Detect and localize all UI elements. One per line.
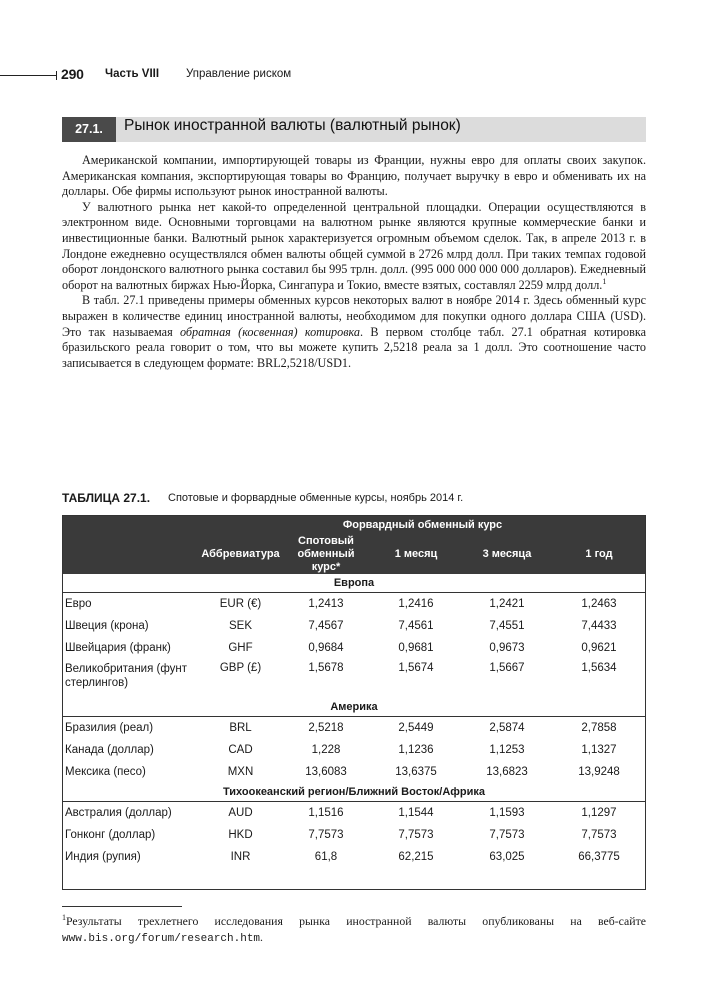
currency-name-cell: Мексика (песо) <box>65 766 146 778</box>
forward-1-year-cell: 1,1297 <box>581 807 617 819</box>
table-row <box>62 739 646 761</box>
footnote-url: www.bis.org/forum/research.htm <box>62 933 261 945</box>
forward-1-year-cell: 66,3775 <box>578 851 620 863</box>
section-heading <box>62 117 646 142</box>
section-title: Рынок иностранной валюты (валютный рынок) <box>124 117 461 134</box>
forward-3-months-cell: 0,9673 <box>489 642 525 654</box>
header-rule <box>0 75 56 76</box>
currency-name-cell: Евро <box>65 598 92 610</box>
header-forward-rate: Форвардный обменный курс <box>199 515 646 535</box>
header-spot-line-1: Спотовый <box>298 535 354 547</box>
table-row <box>62 593 646 616</box>
forward-3-months-cell: 7,4551 <box>489 620 525 632</box>
forward-1-year-cell: 7,7573 <box>581 829 617 841</box>
abbreviation-cell: CAD <box>228 744 253 756</box>
spot-rate-cell: 7,4567 <box>308 620 344 632</box>
footnote-text: Результаты трехлетнего исследования рынка иностранной валюты опубликованы на веб-сайте <box>66 914 646 928</box>
header-spot-line-2: обменный курс* <box>297 548 355 573</box>
footnote-end: . <box>260 930 263 944</box>
table-caption <box>62 491 646 507</box>
abbreviation-cell: AUD <box>228 807 253 819</box>
forward-1-month-cell: 1,2416 <box>398 598 434 610</box>
spot-rate-cell: 61,8 <box>314 851 338 863</box>
currency-name-cell: Бразилия (реал) <box>65 722 154 734</box>
forward-1-year-cell: 1,2463 <box>581 598 617 610</box>
forward-1-year-cell: 0,9621 <box>581 642 617 654</box>
header-empty-1 <box>62 515 199 535</box>
footnote-rule <box>62 906 182 907</box>
forward-1-year-cell: 7,4433 <box>581 620 617 632</box>
forward-3-months-cell: 63,025 <box>489 851 525 863</box>
abbreviation-cell: HKD <box>228 829 253 841</box>
abbreviation-cell: INR <box>230 851 251 863</box>
header-empty-2 <box>62 535 199 574</box>
page-number: 290 <box>61 66 84 82</box>
table-label: ТАБЛИЦА 27.1. <box>62 491 151 505</box>
table-group-row <box>62 574 646 593</box>
section-number: 27.1. <box>62 117 116 142</box>
footnote-ref: 1 <box>602 276 607 286</box>
table-header-row-2 <box>62 535 646 574</box>
forward-3-months-cell: 1,1253 <box>489 744 525 756</box>
running-header <box>0 64 704 86</box>
header-abbreviation: Аббревиатура <box>199 535 282 574</box>
abbreviation-cell: MXN <box>227 766 254 778</box>
header-rule-tick <box>56 71 57 80</box>
forward-1-month-cell: 62,215 <box>398 851 434 863</box>
table-row <box>62 846 646 868</box>
table-row <box>62 761 646 783</box>
forward-1-month-cell: 1,1544 <box>398 807 434 819</box>
paragraph-3 <box>62 293 646 371</box>
header-1-year: 1 год <box>552 535 646 574</box>
currency-name-cell: Австралия (доллар) <box>65 807 172 819</box>
currency-name-cell: Канада (доллар) <box>65 744 154 756</box>
forward-1-year-cell: 2,7858 <box>581 722 617 734</box>
region-group-label: Америка <box>62 698 646 717</box>
abbreviation-cell: GHF <box>228 642 253 654</box>
table-row <box>62 637 646 659</box>
forward-1-month-cell: 7,4561 <box>398 620 434 632</box>
paragraph-3-italic-term: обратная (косвенная) котировка <box>179 324 361 339</box>
forward-3-months-cell: 1,1593 <box>489 807 525 819</box>
spot-rate-cell: 1,1516 <box>308 807 344 819</box>
spot-rate-cell: 7,7573 <box>308 829 344 841</box>
forward-1-year-cell: 1,5634 <box>581 662 617 674</box>
table-group-row <box>62 783 646 802</box>
header-1-month: 1 месяц <box>370 535 462 574</box>
spot-rate-cell: 0,9684 <box>308 642 344 654</box>
abbreviation-cell: GBP (£) <box>219 662 262 674</box>
abbreviation-cell: EUR (€) <box>219 598 262 610</box>
table-row <box>62 824 646 846</box>
forward-1-month-cell: 13,6375 <box>395 766 437 778</box>
forward-1-month-cell: 1,1236 <box>398 744 434 756</box>
currency-name-cell: Гонконг (доллар) <box>65 829 156 841</box>
table-header-row-1 <box>62 515 646 535</box>
currency-name-cell: Великобритания (фунт стерлингов) <box>65 663 188 689</box>
currency-name-cell: Швеция (крона) <box>65 620 149 632</box>
abbreviation-cell: SEK <box>228 620 252 632</box>
forward-3-months-cell: 1,2421 <box>489 598 525 610</box>
table-body <box>62 574 646 868</box>
table-group-row <box>62 698 646 717</box>
spot-rate-cell: 1,228 <box>311 744 341 756</box>
table-row <box>62 659 646 698</box>
forward-3-months-cell: 1,5667 <box>489 662 525 674</box>
paragraph-3-text-b: . В первом столбце табл. 27.1 обратная котировка бразильского реала говорит о том, что вы можете купить 2,5218 реала за 1 долл. Это соотношение часто записывается в следующем формате: BRL2,5218/USD1. <box>62 324 646 370</box>
table-caption-text: Спотовые и форвардные обменные курсы, ноябрь 2014 г. <box>168 492 464 504</box>
currency-name-cell: Швейцария (франк) <box>65 642 171 654</box>
footnote-mark: 1 <box>62 913 66 923</box>
forward-3-months-cell: 13,6823 <box>486 766 528 778</box>
spot-rate-cell: 1,2413 <box>308 598 344 610</box>
footnote <box>62 913 646 947</box>
paragraph-1: Американской компании, импортирующей товары из Франции, нужны евро для оплаты своих закупок. Американская компания, экспортирующая товары во Францию, получает выручку в евро и обменивать их на доллары. Обе фирмы используют рынок иностранной валюты. <box>62 153 646 199</box>
paragraph-2-text: У валютного рынка нет какой-то определенной центральной площадки. Операции осуществляются в электронном виде. Основными торговцами на валютном рынке являются крупные коммерческие банки и инвестиционные банки. Валютный рынок характеризуется огромным объемом сделок. Так, в апреле 2013 г. в Лондоне ежедневно осуществлялся обмен валюты общей суммой в 2726 млрд долл. При таких темпах годовой оборот лондонского валютного рынка составил бы 995 трлн. долл. (995 000 000 000 000 долларов). Ежедневный оборот на валютных биржах Нью-Йорка, Сингапура и Токио, вместе взятых, составлял 2259 млрд долл. <box>62 199 646 292</box>
header-3-months: 3 месяца <box>462 535 552 574</box>
region-group-label: Тихоокеанский регион/Ближний Восток/Африка <box>62 783 646 802</box>
part-title: Управление риском <box>186 68 292 80</box>
spot-rate-cell: 1,5678 <box>308 662 344 674</box>
forward-1-month-cell: 2,5449 <box>398 722 434 734</box>
region-group-label: Европа <box>62 574 646 593</box>
table-row <box>62 615 646 637</box>
abbreviation-cell: BRL <box>229 722 252 734</box>
forward-1-month-cell: 0,9681 <box>398 642 434 654</box>
spot-rate-cell: 2,5218 <box>308 722 344 734</box>
forward-1-year-cell: 13,9248 <box>578 766 620 778</box>
header-spot-rate <box>282 535 370 574</box>
forward-3-months-cell: 7,7573 <box>489 829 525 841</box>
spot-rate-cell: 13,6083 <box>305 766 347 778</box>
table-row <box>62 802 646 825</box>
forward-1-month-cell: 7,7573 <box>398 829 434 841</box>
part-label: Часть VIII <box>105 68 160 80</box>
paragraph-2 <box>62 200 646 294</box>
paragraph-3-text-a: В табл. 27.1 приведены примеры обменных курсов некоторых валют в ноябре 2014 г. Здесь обменный курс выражен в количестве единиц иностранной валюты, необходимом для покупки одного доллара США (USD). Это так называемая <box>62 293 646 339</box>
currency-name-cell: Индия (рупия) <box>65 851 141 863</box>
body-text <box>62 153 646 371</box>
table-row <box>62 717 646 740</box>
forward-1-month-cell: 1,5674 <box>398 662 434 674</box>
forward-1-year-cell: 1,1327 <box>581 744 617 756</box>
exchange-rate-table <box>62 515 646 868</box>
forward-3-months-cell: 2,5874 <box>489 722 525 734</box>
